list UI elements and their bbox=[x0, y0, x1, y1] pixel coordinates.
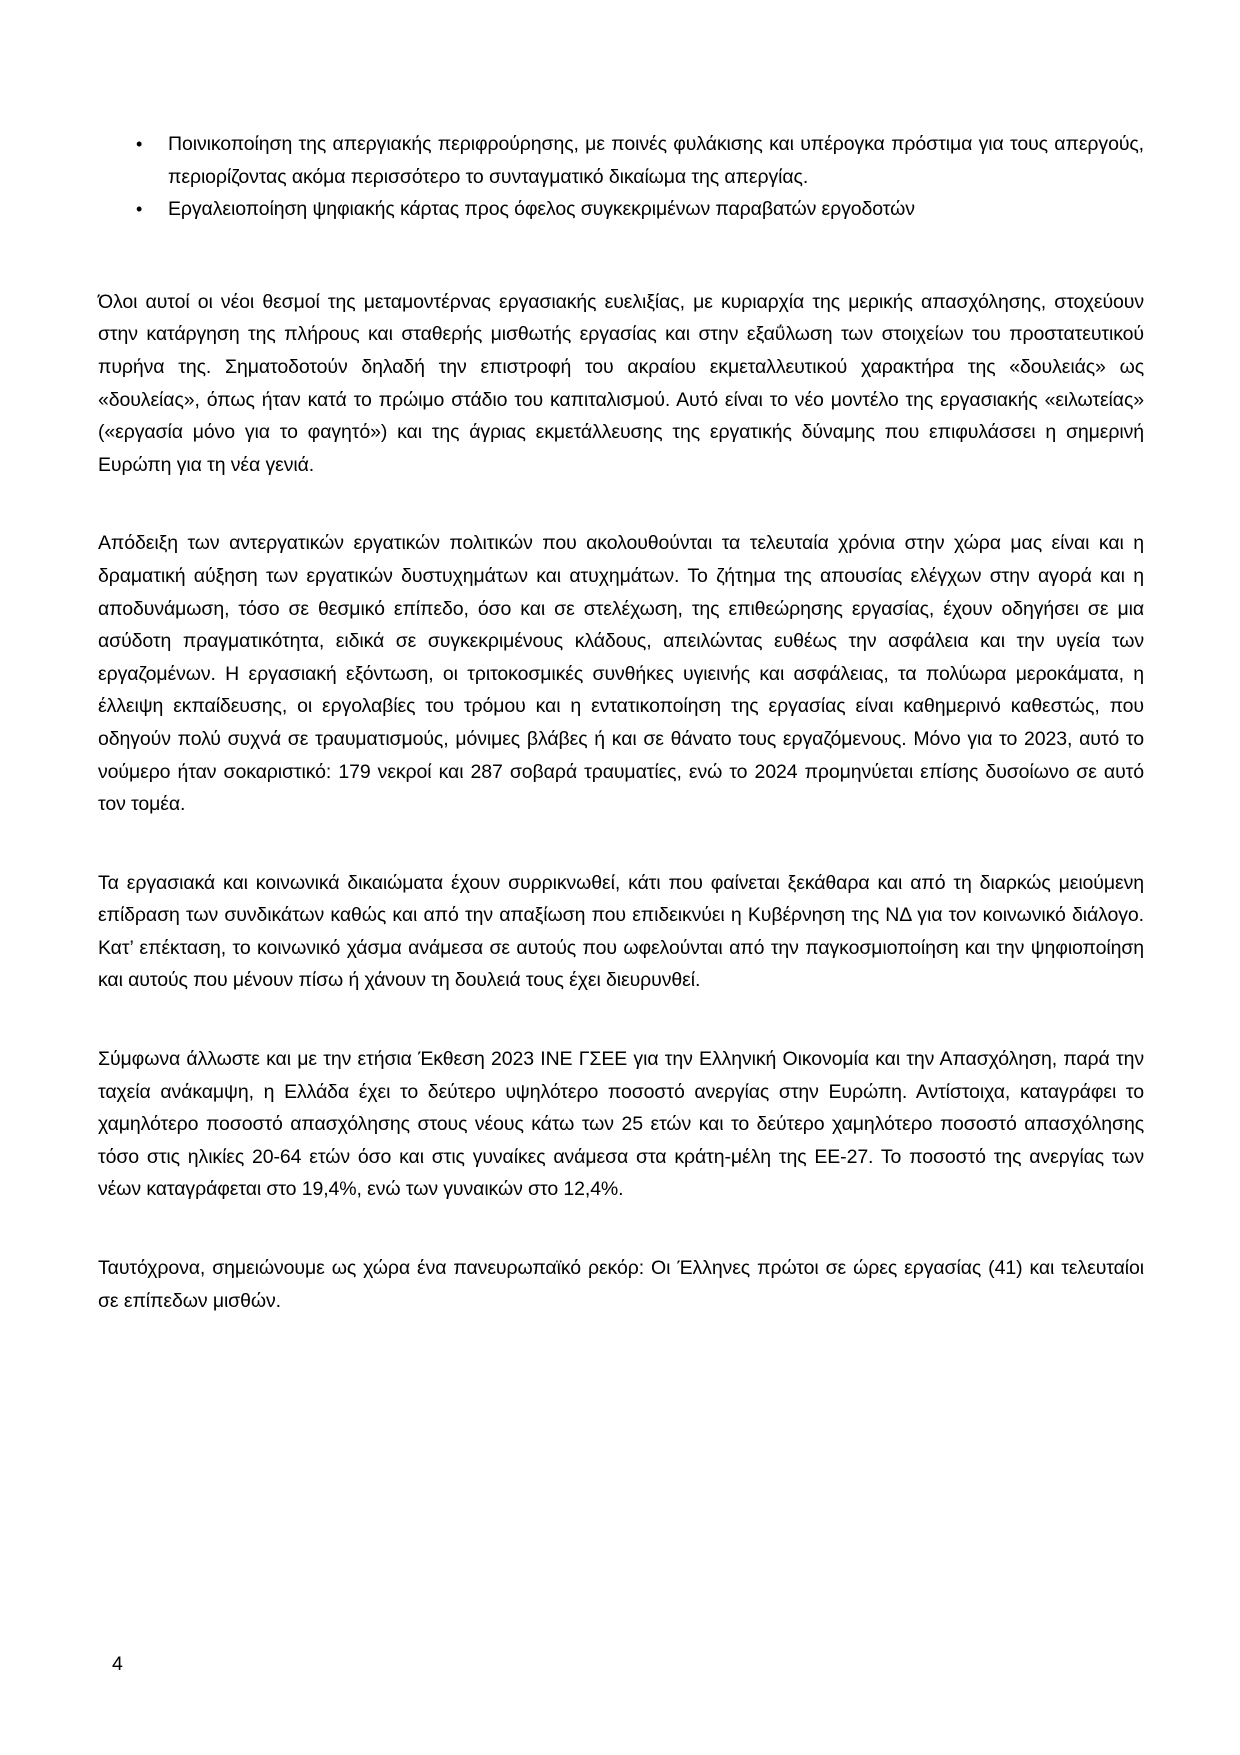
page-content bbox=[98, 128, 1144, 1363]
page-number: 4 bbox=[112, 1653, 123, 1675]
paragraph: Απόδειξη των αντεργατικών εργατικών πολιτικών που ακολουθούνται τα τελευταία χρόνια στην χώρα μας είναι και η δραματική αύξηση των εργατικών δυστυχημάτων και ατυχημάτων. Το ζήτημα της απουσίας ελέγχων στην αγορά και η αποδυνάμωση, τόσο σε θεσμικό επίπεδο, όσο και σε στελέχωση, της επιθεώρησης εργασίας, έχουν οδηγήσει σε μια ασύδοτη πραγματικότητα, ειδικά σε συγκεκριμένους κλάδους, απειλώντας ευθέως την ασφάλεια και την υγεία των εργαζομένων. Η εργασιακή εξόντωση, οι τριτοκοσμικές συνθήκες υγιεινής και ασφάλειας, τα πολύωρα μεροκάματα, η έλλειψη εκπαίδευσης, οι εργολαβίες του τρόμου και η εντατικοποίηση της εργασίας είναι καθημερινό καθεστώς, που οδηγούν πολύ συχνά σε τραυματισμούς, μόνιμες βλάβες ή και σε θάνατο τους εργαζόμενους. Μόνο για το 2023, αυτό το νούμερο ήταν σοκαριστικό: 179 νεκροί και 287 σοβαρά τραυματίες, ενώ το 2024 προμηνύεται επίσης δυσοίωνο σε αυτό τον τομέα. bbox=[98, 532, 1144, 816]
bullet-item: • Ποινικοποίηση της απεργιακής περιφρούρησης, με ποινές φυλάκισης και υπέρογκα πρόστιμα για τους απεργούς, περιορίζοντας ακόμα περισσότερο το συνταγματικό δικαίωμα της απεργίας. bbox=[168, 128, 1144, 193]
bullet-item: • Εργαλειοποίηση ψηφιακής κάρτας προς όφελος συγκεκριμένων παραβατών εργοδοτών bbox=[168, 193, 1144, 226]
paragraph: Όλοι αυτοί οι νέοι θεσμοί της μεταμοντέρνας εργασιακής ευελιξίας, με κυριαρχία της μερικής απασχόλησης, στοχεύουν στην κατάργηση της πλήρους και σταθερής μισθωτής εργασίας και στην εξαΰλωση των στοιχείων του προστατευτικού πυρήνα της. Σηματοδοτούν δηλαδή την επιστροφή του ακραίου εκμεταλλευτικού χαρακτήρα της «δουλειάς» ως «δουλείας», όπως ήταν κατά το πρώιμο στάδιο του καπιταλισμού. Αυτό είναι το νέο μοντέλο της εργασιακής «ειλωτείας» («εργασία μόνο για το φαγητό») και της άγριας εκμετάλλευσης της εργατικής δύναμης που επιφυλάσσει η σημερινή Ευρώπη για τη νέα γενιά. bbox=[98, 290, 1144, 476]
paragraph: Ταυτόχρονα, σημειώνουμε ως χώρα ένα πανευρωπαϊκό ρεκόρ: Οι Έλληνες πρώτοι σε ώρες εργασίας (41) και τελευταίοι σε επίπεδων μισθών. bbox=[98, 1257, 1144, 1312]
paragraph: Σύμφωνα άλλωστε και με την ετήσια Έκθεση 2023 ΙΝΕ ΓΣΕΕ για την Ελληνική Οικονομία και την Απασχόληση, παρά την ταχεία ανάκαμψη, η Ελλάδα έχει το δεύτερο υψηλότερο ποσοστό ανεργίας στην Ευρώπη. Αντίστοιχα, καταγράφει το χαμηλότερο ποσοστό απασχόλησης στους νέους κάτω των 25 ετών και το δεύτερο χαμηλότερο ποσοστό απασχόλησης τόσο στις ηλικίες 20-64 ετών όσο και στις γυναίκες ανάμεσα στα κράτη-μέλη της ΕΕ-27. Το ποσοστό της ανεργίας των νέων καταγράφεται στο 19,4%, ενώ των γυναικών στο 12,4%. bbox=[98, 1048, 1144, 1201]
bullet-list bbox=[98, 128, 1144, 226]
paragraph: Τα εργασιακά και κοινωνικά δικαιώματα έχουν συρρικνωθεί, κάτι που φαίνεται ξεκάθαρα και από τη διαρκώς μειούμενη επίδραση των συνδικάτων καθώς και από την απαξίωση που επιδεικνύει η Κυβέρνηση της ΝΔ για τον κοινωνικό διάλογο. Κατ’ επέκταση, το κοινωνικό χάσμα ανάμεσα σε αυτούς που ωφελούνται από την παγκοσμιοποίηση και την ψηφιοποίηση και αυτούς που μένουν πίσω ή χάνουν τη δουλειά τους έχει διευρυνθεί. bbox=[98, 871, 1144, 992]
